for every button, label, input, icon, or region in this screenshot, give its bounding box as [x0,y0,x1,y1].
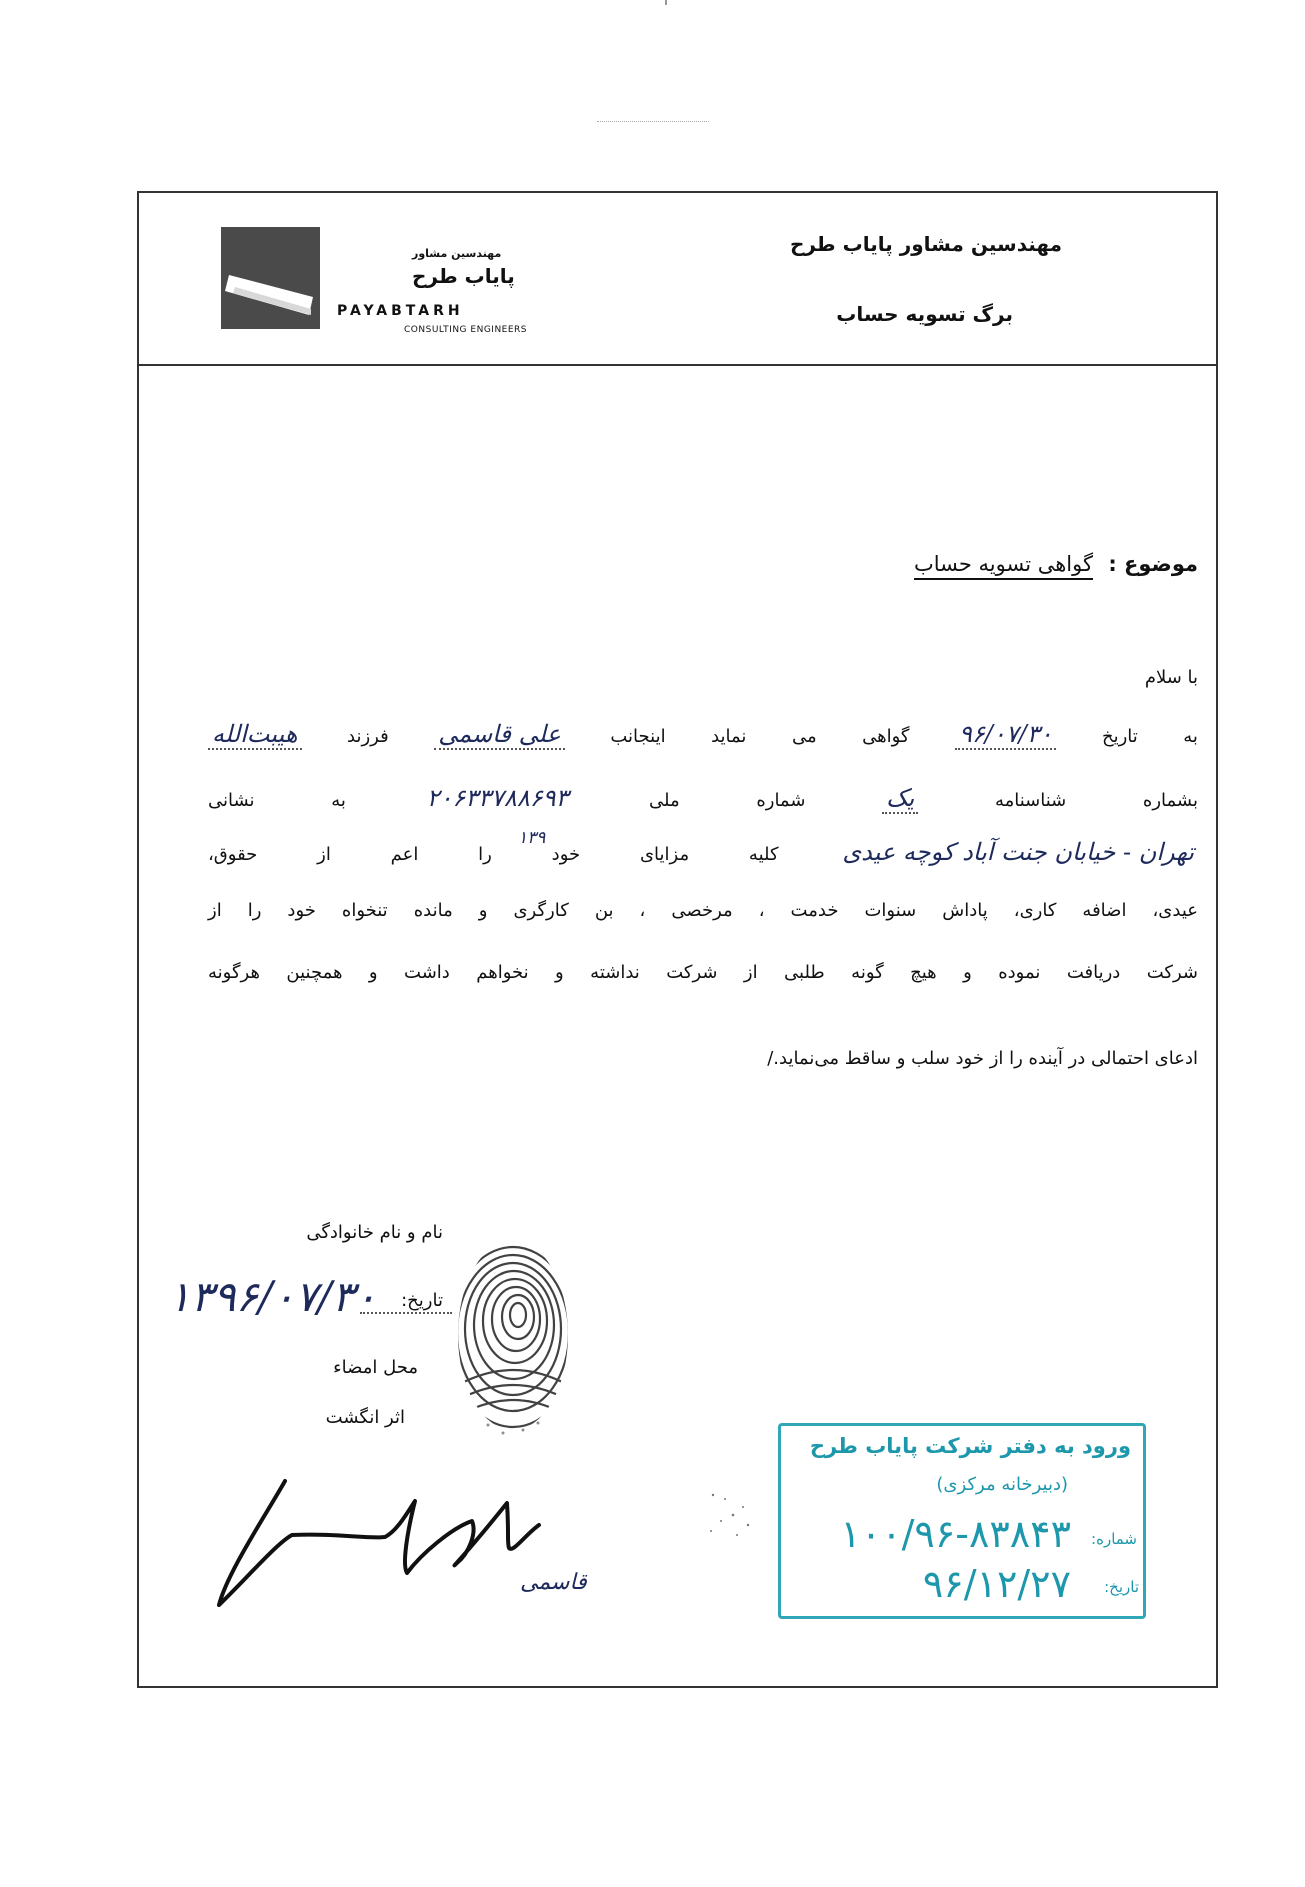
subject-value: گواهی تسویه حساب [914,552,1093,580]
company-logo-icon [221,227,320,329]
subject-label: موضوع : [1108,552,1198,576]
body-line-3 [208,838,1198,866]
line2-text-c: به نشانی [208,790,346,811]
stamp-date-value: ۹۶/۱۲/۲۷ [922,1562,1071,1606]
stamp-number-label: شماره: [1091,1530,1137,1548]
handwritten-address: تهران - خیابان جنت آباد کوچه عیدی [842,838,1194,866]
registration-stamp [778,1423,1146,1619]
signature-scribble [207,1473,627,1617]
handwritten-sign-date: ۱۳۹۶/۰۷/۳۰ [168,1272,377,1321]
line3-text: کلیه مزایای خود را اعم از حقوق، [208,844,779,865]
body-line-4: عیدی، اضافه کاری، پاداش سنوات خدمت ، مرخصی ، بن کارگری و مانده تنخواه خود را از [208,900,1198,921]
date-label: تاریخ: [401,1290,443,1311]
header-divider [137,364,1216,366]
logo-persian-small: مهندسین مشاور [412,247,502,260]
scan-dotted-line [597,121,709,122]
company-name: مهندسین مشاور پایاب طرح [789,232,1062,256]
body-line-5: شرکت دریافت نموده و هیچ گونه طلبی از شرکت نداشته و نخواهم داشت و همچنین هرگونه [208,962,1198,983]
signature-label: محل امضاء [333,1357,418,1378]
line2-text-a: بشماره شناسنامه [994,790,1198,811]
stamp-date-label: تاریخ: [1104,1578,1139,1596]
handwritten-father-name: هیبت‌الله [208,720,302,750]
thumbprint-label: اثر انگشت [325,1407,405,1428]
subject [914,552,1198,576]
greeting: با سلام [1144,667,1198,688]
handwritten-national-code: ۲۰۶۳۳۷۸۸۶۹۳ [426,784,569,812]
handwritten-plate-number: ۱۳۹ [518,828,546,848]
logo-english-name: PAYABTARH [337,303,464,319]
stamp-title: ورود به دفتر شرکت پایاب طرح [809,1434,1131,1458]
logo-english-subtitle: CONSULTING ENGINEERS [404,325,528,335]
handwritten-id-number: یک [882,784,918,814]
handwritten-date: ۹۶/۰۷/۳۰ [955,720,1057,750]
line1-text-c: فرزند [347,726,389,747]
body-line-2 [208,784,1198,814]
line2-text-b: شماره ملی [649,790,806,811]
form-title: برگ تسویه حساب [836,302,1013,326]
line1-text-b: گواهی می نماید اینجانب [610,726,910,747]
logo-persian-name: پایاب طرح [412,264,515,288]
line1-text-a: به تاریخ [1101,726,1198,747]
stamp-subtitle: (دبیرخانه مرکزی) [936,1474,1068,1495]
thumbprint-icon [448,1235,578,1449]
scan-speckle [703,1485,763,1549]
stamp-number-value: ۱۰۰/۹۶-۸۳۸۴۳ [840,1512,1071,1556]
scan-mark [665,0,667,5]
body-line-1 [208,720,1198,750]
body-line-6: ادعای احتمالی در آینده را از خود سلب و ساقط می‌نماید./ [767,1048,1198,1069]
handwritten-name: علی قاسمی [434,720,565,750]
handwritten-signer-name: قاسمی [520,1570,587,1595]
full-name-label: نام و نام خانوادگی [306,1222,443,1243]
